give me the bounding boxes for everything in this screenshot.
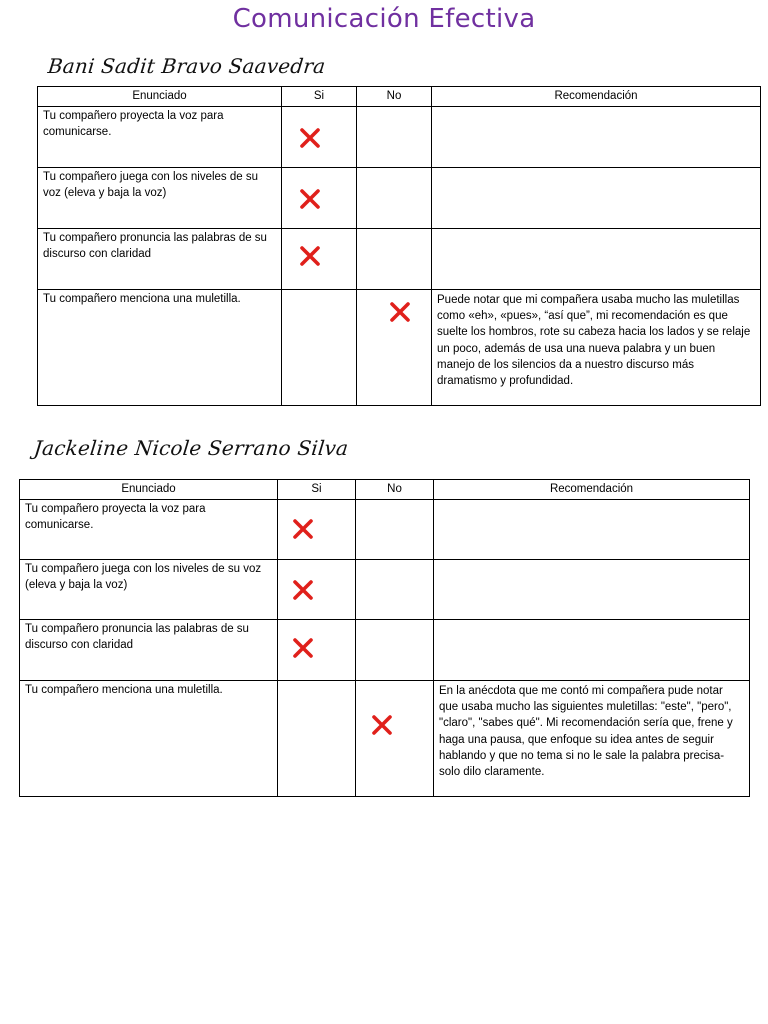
statement-text: Tu compañero menciona una muletilla. [43, 293, 241, 305]
table-row [38, 290, 761, 406]
header-statement: Enunciado [38, 87, 282, 107]
page-title: Comunicación Efectiva [232, 4, 536, 34]
student-name-1: Bani Sadit Bravo Saavedra [46, 54, 327, 78]
no-cell [356, 560, 434, 620]
statement-cell [20, 620, 278, 681]
recommendation-text: En la anécdota que me contó mi compañera pude notar que usaba mucho las siguientes muletillas: "este", "pero", "claro", "sabes qué". Mi recomendación sería que, frene y haga una pausa, que enfoque su idea antes de seguir hablando y que no tema si no le sale la palabra precisa-solo dilo claramente. [439, 685, 733, 779]
x-mark-icon [299, 127, 321, 149]
evaluation-table-2 [19, 479, 750, 797]
header-yes: Si [278, 480, 356, 500]
statement-text: Tu compañero pronuncia las palabras de su discurso con claridad [25, 623, 249, 651]
recommendation-cell [434, 560, 750, 620]
x-mark-icon [292, 518, 314, 540]
no-cell [356, 500, 434, 560]
statement-cell [38, 229, 282, 290]
table-row [20, 500, 750, 560]
recommendation-text [432, 229, 760, 231]
header-yes: Si [282, 87, 357, 107]
x-mark-icon [292, 579, 314, 601]
recommendation-text [434, 620, 749, 622]
yes-cell [278, 681, 356, 797]
yes-cell [282, 107, 357, 168]
recommendation-cell [432, 290, 761, 406]
student-name-2: Jackeline Nicole Serrano Silva [32, 436, 350, 460]
statement-text: Tu compañero juega con los niveles de su voz (eleva y baja la voz) [25, 563, 262, 591]
yes-cell [278, 560, 356, 620]
yes-cell [278, 500, 356, 560]
statement-cell [20, 560, 278, 620]
yes-cell [278, 620, 356, 681]
statement-cell [20, 681, 278, 797]
statement-cell [38, 290, 282, 406]
statement-text: Tu compañero pronuncia las palabras de su discurso con claridad [43, 232, 267, 260]
recommendation-text [432, 168, 760, 170]
yes-cell [282, 290, 357, 406]
statement-cell [20, 500, 278, 560]
x-mark-icon [299, 245, 321, 267]
recommendation-text [434, 500, 749, 502]
no-cell [357, 290, 432, 406]
statement-cell [38, 168, 282, 229]
recommendation-text [432, 107, 760, 109]
table-row [20, 620, 750, 681]
recommendation-cell [434, 681, 750, 797]
statement-text: Tu compañero menciona una muletilla. [25, 684, 223, 696]
no-cell [356, 620, 434, 681]
table-row [38, 229, 761, 290]
header-recommendation: Recomendación [432, 87, 761, 107]
no-cell [357, 107, 432, 168]
x-mark-icon [371, 714, 393, 736]
table-row [20, 560, 750, 620]
yes-cell [282, 229, 357, 290]
recommendation-cell [434, 620, 750, 681]
no-cell [357, 168, 432, 229]
header-recommendation: Recomendación [434, 480, 750, 500]
recommendation-cell [434, 500, 750, 560]
x-mark-icon [389, 301, 411, 323]
x-mark-icon [299, 188, 321, 210]
table-header-row [38, 87, 761, 107]
statement-text: Tu compañero juega con los niveles de su voz (eleva y baja la voz) [43, 171, 259, 199]
no-cell [356, 681, 434, 797]
yes-cell [282, 168, 357, 229]
header-no: No [357, 87, 432, 107]
recommendation-text: Puede notar que mi compañera usaba mucho las muletillas como «eh», «pues», “así que”, mi recomendación es que suelte los hombros, rote su cabeza hacia los lados y se relaje un poco, además de usa una nueva palabra y un buen manejo de los silencios da a nuestro discurso más dramatismo y profundidad. [437, 294, 751, 388]
x-mark-icon [292, 637, 314, 659]
table-header-row [20, 480, 750, 500]
recommendation-cell [432, 107, 761, 168]
evaluation-table-1 [37, 86, 761, 406]
header-statement: Enunciado [20, 480, 278, 500]
table-row [38, 107, 761, 168]
recommendation-cell [432, 168, 761, 229]
table-row [38, 168, 761, 229]
statement-text: Tu compañero proyecta la voz para comunicarse. [43, 110, 224, 138]
no-cell [357, 229, 432, 290]
header-no: No [356, 480, 434, 500]
table-row [20, 681, 750, 797]
statement-cell [38, 107, 282, 168]
recommendation-cell [432, 229, 761, 290]
recommendation-text [434, 560, 749, 562]
statement-text: Tu compañero proyecta la voz para comunicarse. [25, 503, 206, 531]
